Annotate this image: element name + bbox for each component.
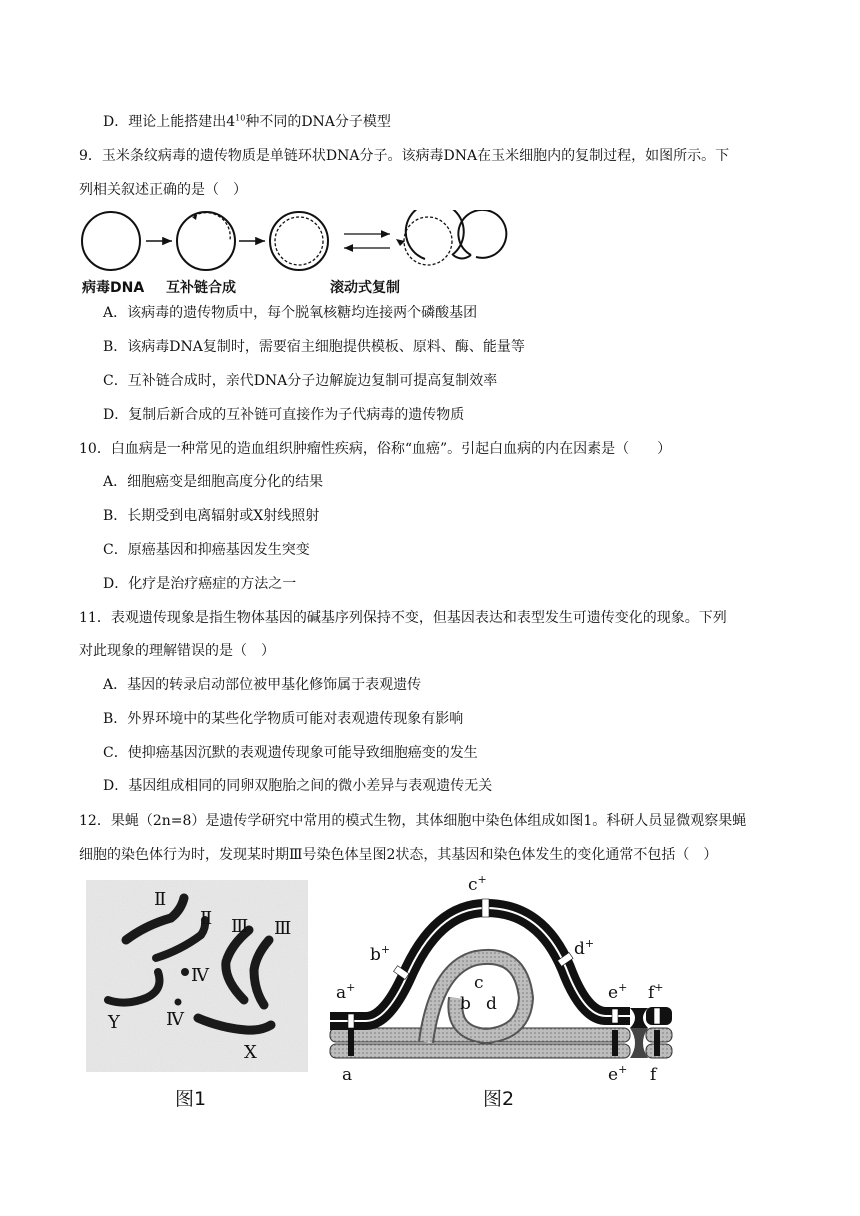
fig1-label-iii-1: Ⅲ xyxy=(231,916,249,937)
q11-option-c: C．使抑癌基因沉默的表观遗传现象可能导致细胞癌变的发生 xyxy=(103,745,478,761)
tail-connector xyxy=(453,255,471,259)
fig2-caption: 图2 xyxy=(483,1088,515,1110)
q9-option-a: A．该病毒的遗传物质中，每个脱氧核糖均连接两个磷酸基团 xyxy=(103,305,478,321)
q11-stem-line2: 对此现象的理解错误的是（ ） xyxy=(79,643,275,659)
new-strand-arc xyxy=(194,213,230,240)
fig2-label-a-plus: a+ xyxy=(336,981,356,1003)
fig2-label-c: c xyxy=(474,973,484,993)
chromosome-iv-a xyxy=(181,968,189,976)
q10-option-a: A．细胞癌变是细胞高度分化的结果 xyxy=(103,474,324,490)
fig1-label-iv-2: Ⅳ xyxy=(166,1009,184,1030)
label-complement: 互补链合成 xyxy=(166,280,236,296)
fig2-label-c-plus: c+ xyxy=(468,873,487,895)
q9-figure xyxy=(76,210,526,272)
q12-stem-line1: 12．果蝇（2n=8）是遗传学研究中常用的模式生物，其体细胞中染色体组成如图1。科研人员显微观察果蝇 xyxy=(79,813,747,829)
q8-option-d: D．理论上能搭建出$4^{10}$种不同的DNA分子模型 xyxy=(103,113,391,130)
q11-option-a: A．基因的转录启动部位被甲基化修饰属于表观遗传 xyxy=(103,677,422,693)
tail-circle xyxy=(458,210,506,258)
q9-option-d: D．复制后新合成的互补链可直接作为子代病毒的遗传物质 xyxy=(103,407,465,423)
fig1-karyotype xyxy=(86,880,308,1072)
fig1-caption: 图1 xyxy=(175,1088,207,1110)
fig2-label-f: f xyxy=(650,1065,657,1085)
fig2-label-f-plus: f+ xyxy=(648,981,664,1003)
double-circle-inner xyxy=(275,217,323,265)
q9-option-b: B．该病毒DNA复制时，需要宿主细胞提供模板、原料、酶、能量等 xyxy=(103,339,525,355)
fig1-label-y: Y xyxy=(108,1012,120,1033)
q10-option-d: D．化疗是治疗癌症的方法之一 xyxy=(103,576,297,592)
fig1-label-iii-2: Ⅲ xyxy=(274,918,292,939)
fig2-label-b: b xyxy=(460,994,471,1014)
fig1-label-ii-1: Ⅱ xyxy=(154,889,167,910)
q12-stem-line2: 细胞的染色体行为时，发现某时期Ⅲ号染色体呈图2状态，其基因和染色体发生的变化通常不包括（ ） xyxy=(79,847,718,863)
complement-circle xyxy=(177,212,235,270)
q10-stem: 10．白血病是一种常见的造血组织肿瘤性疾病，俗称“血癌”。引起白血病的内在因素是（ ） xyxy=(79,441,672,457)
rolling-circle xyxy=(406,210,464,259)
q11-stem-line1: 11．表观遗传现象是指生物体基因的碱基序列保持不变，但基因表达和表型发生可遗传变化的现象。下列 xyxy=(79,610,727,626)
fig1-label-x: X xyxy=(244,1042,257,1063)
fig1-label-ii-2: Ⅱ xyxy=(200,908,213,929)
fig2-label-d: d xyxy=(486,994,497,1014)
q9-stem-line2: 列相关叙述正确的是（ ） xyxy=(79,182,247,198)
fig2-label-d-plus: d+ xyxy=(574,937,595,959)
fig2-inversion-loop xyxy=(326,868,676,1088)
fig2-label-a: a xyxy=(342,1065,353,1085)
rolling-inner xyxy=(404,217,452,265)
fig1-label-iv-1: Ⅳ xyxy=(191,965,209,986)
label-virus-dna: 病毒DNA xyxy=(82,280,145,296)
q9-stem-line1: 9．玉米条纹病毒的遗传物质是单链环状DNA分子。该病毒DNA在玉米细胞内的复制过程，如图所示。下 xyxy=(79,148,730,164)
fig2-label-b-plus: b+ xyxy=(370,943,391,965)
virus-dna-circle xyxy=(82,212,140,270)
q10-option-c: C．原癌基因和抑癌基因发生突变 xyxy=(103,542,310,558)
q9-option-c: C．互补链合成时，亲代DNA分子边解旋边复制可提高复制效率 xyxy=(103,373,498,389)
q11-option-d: D．基因组成相同的同卵双胞胎之间的微小差异与表观遗传无关 xyxy=(103,778,493,794)
double-circle-outer xyxy=(270,212,328,270)
label-rolling: 滚动式复制 xyxy=(330,280,400,296)
fig2-label-e-plus: e+ xyxy=(608,981,628,1003)
chromosome-iv-b xyxy=(175,999,182,1006)
q11-option-b: B．外界环境中的某些化学物质可能对表观遗传现象有影响 xyxy=(103,711,464,727)
fig2-label-e-plus-bottom: e+ xyxy=(608,1063,628,1085)
q10-option-b: B．长期受到电离辐射或X射线照射 xyxy=(103,508,320,524)
lower-chromosome-lower-arm xyxy=(330,1044,630,1058)
